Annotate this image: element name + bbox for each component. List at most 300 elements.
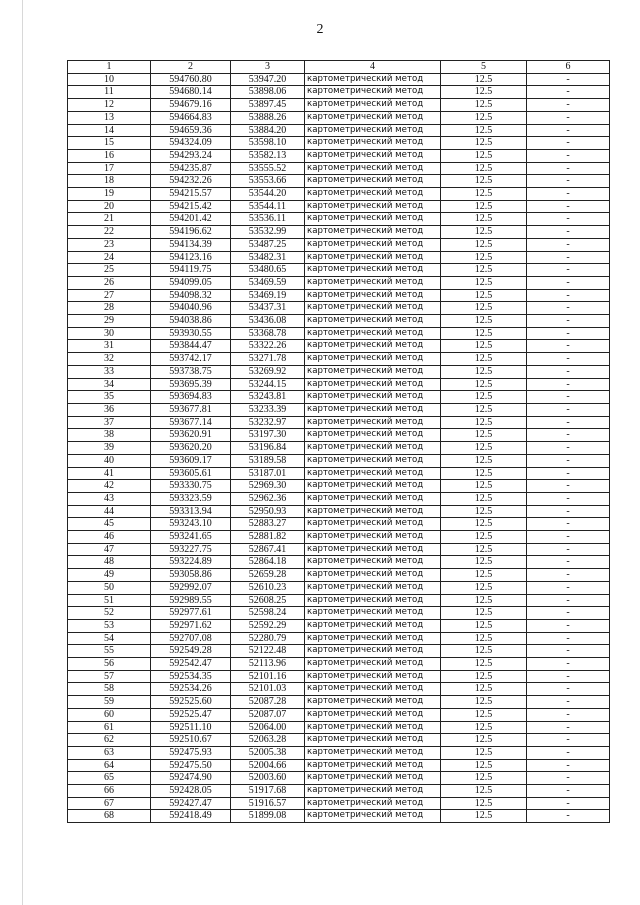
note-cell: - xyxy=(527,238,610,251)
method-cell: картометрический метод xyxy=(305,746,441,759)
note-cell: - xyxy=(527,619,610,632)
x-coordinate-cell: 592707.08 xyxy=(151,632,231,645)
y-coordinate-cell: 52592.29 xyxy=(231,619,305,632)
note-cell: - xyxy=(527,251,610,264)
table-row xyxy=(68,124,610,137)
accuracy-cell: 12.5 xyxy=(441,302,527,315)
accuracy-cell: 12.5 xyxy=(441,607,527,620)
y-coordinate-cell: 53469.19 xyxy=(231,289,305,302)
y-coordinate-cell: 53544.11 xyxy=(231,200,305,213)
method-cell: картометрический метод xyxy=(305,429,441,442)
x-coordinate-cell: 592525.60 xyxy=(151,696,231,709)
table-header-row xyxy=(68,61,610,74)
table-row xyxy=(68,797,610,810)
accuracy-cell: 12.5 xyxy=(441,543,527,556)
header-col-2: 2 xyxy=(151,61,231,74)
note-cell: - xyxy=(527,505,610,518)
method-cell: картометрический метод xyxy=(305,315,441,328)
table-row xyxy=(68,467,610,480)
accuracy-cell: 12.5 xyxy=(441,365,527,378)
accuracy-cell: 12.5 xyxy=(441,264,527,277)
point-number-cell: 53 xyxy=(68,619,151,632)
note-cell: - xyxy=(527,480,610,493)
method-cell: картометрический метод xyxy=(305,454,441,467)
table-row xyxy=(68,264,610,277)
note-cell: - xyxy=(527,607,610,620)
table-row xyxy=(68,518,610,531)
accuracy-cell: 12.5 xyxy=(441,759,527,772)
note-cell: - xyxy=(527,226,610,239)
table-row xyxy=(68,492,610,505)
x-coordinate-cell: 593695.39 xyxy=(151,378,231,391)
accuracy-cell: 12.5 xyxy=(441,340,527,353)
note-cell: - xyxy=(527,518,610,531)
note-cell: - xyxy=(527,365,610,378)
note-cell: - xyxy=(527,327,610,340)
accuracy-cell: 12.5 xyxy=(441,251,527,264)
point-number-cell: 42 xyxy=(68,480,151,493)
note-cell: - xyxy=(527,162,610,175)
accuracy-cell: 12.5 xyxy=(441,683,527,696)
y-coordinate-cell: 52087.28 xyxy=(231,696,305,709)
accuracy-cell: 12.5 xyxy=(441,276,527,289)
y-coordinate-cell: 52064.00 xyxy=(231,721,305,734)
point-number-cell: 14 xyxy=(68,124,151,137)
accuracy-cell: 12.5 xyxy=(441,810,527,823)
method-cell: картометрический метод xyxy=(305,124,441,137)
note-cell: - xyxy=(527,175,610,188)
note-cell: - xyxy=(527,810,610,823)
accuracy-cell: 12.5 xyxy=(441,556,527,569)
note-cell: - xyxy=(527,99,610,112)
note-cell: - xyxy=(527,708,610,721)
accuracy-cell: 12.5 xyxy=(441,289,527,302)
note-cell: - xyxy=(527,569,610,582)
x-coordinate-cell: 594098.32 xyxy=(151,289,231,302)
method-cell: картометрический метод xyxy=(305,556,441,569)
accuracy-cell: 12.5 xyxy=(441,327,527,340)
accuracy-cell: 12.5 xyxy=(441,162,527,175)
x-coordinate-cell: 594664.83 xyxy=(151,111,231,124)
method-cell: картометрический метод xyxy=(305,658,441,671)
x-coordinate-cell: 592989.55 xyxy=(151,594,231,607)
y-coordinate-cell: 53482.31 xyxy=(231,251,305,264)
y-coordinate-cell: 52881.82 xyxy=(231,531,305,544)
method-cell: картометрический метод xyxy=(305,708,441,721)
point-number-cell: 64 xyxy=(68,759,151,772)
table-row xyxy=(68,442,610,455)
x-coordinate-cell: 594040.96 xyxy=(151,302,231,315)
point-number-cell: 58 xyxy=(68,683,151,696)
note-cell: - xyxy=(527,454,610,467)
table-row xyxy=(68,759,610,772)
point-number-cell: 48 xyxy=(68,556,151,569)
accuracy-cell: 12.5 xyxy=(441,721,527,734)
method-cell: картометрический метод xyxy=(305,619,441,632)
table-row xyxy=(68,276,610,289)
note-cell: - xyxy=(527,581,610,594)
table-row xyxy=(68,581,610,594)
x-coordinate-cell: 593243.10 xyxy=(151,518,231,531)
note-cell: - xyxy=(527,200,610,213)
y-coordinate-cell: 53532.99 xyxy=(231,226,305,239)
y-coordinate-cell: 53897.45 xyxy=(231,99,305,112)
point-number-cell: 35 xyxy=(68,391,151,404)
method-cell: картометрический метод xyxy=(305,149,441,162)
accuracy-cell: 12.5 xyxy=(441,505,527,518)
table-row xyxy=(68,480,610,493)
table-row xyxy=(68,391,610,404)
table-row xyxy=(68,302,610,315)
accuracy-cell: 12.5 xyxy=(441,175,527,188)
x-coordinate-cell: 594232.26 xyxy=(151,175,231,188)
accuracy-cell: 12.5 xyxy=(441,670,527,683)
x-coordinate-cell: 594196.62 xyxy=(151,226,231,239)
table-row xyxy=(68,327,610,340)
method-cell: картометрический метод xyxy=(305,480,441,493)
note-cell: - xyxy=(527,734,610,747)
method-cell: картометрический метод xyxy=(305,378,441,391)
point-number-cell: 61 xyxy=(68,721,151,734)
x-coordinate-cell: 594123.16 xyxy=(151,251,231,264)
method-cell: картометрический метод xyxy=(305,785,441,798)
method-cell: картометрический метод xyxy=(305,734,441,747)
method-cell: картометрический метод xyxy=(305,213,441,226)
table-row xyxy=(68,188,610,201)
y-coordinate-cell: 53269.92 xyxy=(231,365,305,378)
table-row xyxy=(68,403,610,416)
point-number-cell: 66 xyxy=(68,785,151,798)
method-cell: картометрический метод xyxy=(305,403,441,416)
x-coordinate-cell: 594201.42 xyxy=(151,213,231,226)
point-number-cell: 22 xyxy=(68,226,151,239)
note-cell: - xyxy=(527,429,610,442)
method-cell: картометрический метод xyxy=(305,302,441,315)
accuracy-cell: 12.5 xyxy=(441,442,527,455)
accuracy-cell: 12.5 xyxy=(441,734,527,747)
accuracy-cell: 12.5 xyxy=(441,226,527,239)
accuracy-cell: 12.5 xyxy=(441,73,527,86)
note-cell: - xyxy=(527,492,610,505)
x-coordinate-cell: 592510.67 xyxy=(151,734,231,747)
y-coordinate-cell: 52003.60 xyxy=(231,772,305,785)
table-row xyxy=(68,149,610,162)
y-coordinate-cell: 53555.52 xyxy=(231,162,305,175)
x-coordinate-cell: 592511.10 xyxy=(151,721,231,734)
x-coordinate-cell: 593058.86 xyxy=(151,569,231,582)
x-coordinate-cell: 593609.17 xyxy=(151,454,231,467)
x-coordinate-cell: 593677.14 xyxy=(151,416,231,429)
point-number-cell: 49 xyxy=(68,569,151,582)
note-cell: - xyxy=(527,658,610,671)
accuracy-cell: 12.5 xyxy=(441,708,527,721)
page-number: 2 xyxy=(316,22,324,37)
note-cell: - xyxy=(527,137,610,150)
accuracy-cell: 12.5 xyxy=(441,378,527,391)
accuracy-cell: 12.5 xyxy=(441,99,527,112)
point-number-cell: 55 xyxy=(68,645,151,658)
x-coordinate-cell: 594215.42 xyxy=(151,200,231,213)
method-cell: картометрический метод xyxy=(305,797,441,810)
table-row xyxy=(68,543,610,556)
note-cell: - xyxy=(527,264,610,277)
note-cell: - xyxy=(527,188,610,201)
x-coordinate-cell: 592971.62 xyxy=(151,619,231,632)
y-coordinate-cell: 51916.57 xyxy=(231,797,305,810)
method-cell: картометрический метод xyxy=(305,645,441,658)
point-number-cell: 23 xyxy=(68,238,151,251)
table-row xyxy=(68,670,610,683)
y-coordinate-cell: 53322.26 xyxy=(231,340,305,353)
y-coordinate-cell: 52063.28 xyxy=(231,734,305,747)
x-coordinate-cell: 593930.55 xyxy=(151,327,231,340)
table-row xyxy=(68,785,610,798)
method-cell: картометрический метод xyxy=(305,73,441,86)
y-coordinate-cell: 52087.07 xyxy=(231,708,305,721)
table-row xyxy=(68,772,610,785)
x-coordinate-cell: 594099.05 xyxy=(151,276,231,289)
y-coordinate-cell: 53197.30 xyxy=(231,429,305,442)
table-row xyxy=(68,73,610,86)
point-number-cell: 24 xyxy=(68,251,151,264)
y-coordinate-cell: 53187.01 xyxy=(231,467,305,480)
note-cell: - xyxy=(527,746,610,759)
x-coordinate-cell: 593323.59 xyxy=(151,492,231,505)
point-number-cell: 43 xyxy=(68,492,151,505)
note-cell: - xyxy=(527,645,610,658)
method-cell: картометрический метод xyxy=(305,188,441,201)
point-number-cell: 56 xyxy=(68,658,151,671)
method-cell: картометрический метод xyxy=(305,353,441,366)
point-number-cell: 20 xyxy=(68,200,151,213)
method-cell: картометрический метод xyxy=(305,200,441,213)
method-cell: картометрический метод xyxy=(305,492,441,505)
table-row xyxy=(68,569,610,582)
table-row xyxy=(68,683,610,696)
point-number-cell: 18 xyxy=(68,175,151,188)
point-number-cell: 21 xyxy=(68,213,151,226)
method-cell: картометрический метод xyxy=(305,759,441,772)
table-row xyxy=(68,708,610,721)
point-number-cell: 63 xyxy=(68,746,151,759)
coordinates-table xyxy=(67,60,610,823)
point-number-cell: 26 xyxy=(68,276,151,289)
x-coordinate-cell: 594215.57 xyxy=(151,188,231,201)
header-col-1: 1 xyxy=(68,61,151,74)
x-coordinate-cell: 592428.05 xyxy=(151,785,231,798)
point-number-cell: 31 xyxy=(68,340,151,353)
accuracy-cell: 12.5 xyxy=(441,403,527,416)
point-number-cell: 65 xyxy=(68,772,151,785)
point-number-cell: 44 xyxy=(68,505,151,518)
method-cell: картометрический метод xyxy=(305,518,441,531)
y-coordinate-cell: 53244.15 xyxy=(231,378,305,391)
method-cell: картометрический метод xyxy=(305,162,441,175)
method-cell: картометрический метод xyxy=(305,531,441,544)
table-row xyxy=(68,175,610,188)
note-cell: - xyxy=(527,683,610,696)
header-col-3: 3 xyxy=(231,61,305,74)
y-coordinate-cell: 52004.66 xyxy=(231,759,305,772)
y-coordinate-cell: 53536.11 xyxy=(231,213,305,226)
method-cell: картометрический метод xyxy=(305,683,441,696)
x-coordinate-cell: 593844.47 xyxy=(151,340,231,353)
accuracy-cell: 12.5 xyxy=(441,581,527,594)
table-row xyxy=(68,416,610,429)
method-cell: картометрический метод xyxy=(305,467,441,480)
point-number-cell: 51 xyxy=(68,594,151,607)
method-cell: картометрический метод xyxy=(305,442,441,455)
point-number-cell: 12 xyxy=(68,99,151,112)
accuracy-cell: 12.5 xyxy=(441,238,527,251)
accuracy-cell: 12.5 xyxy=(441,188,527,201)
table-row xyxy=(68,213,610,226)
accuracy-cell: 12.5 xyxy=(441,492,527,505)
x-coordinate-cell: 592534.26 xyxy=(151,683,231,696)
accuracy-cell: 12.5 xyxy=(441,137,527,150)
x-coordinate-cell: 592542.47 xyxy=(151,658,231,671)
note-cell: - xyxy=(527,86,610,99)
method-cell: картометрический метод xyxy=(305,721,441,734)
method-cell: картометрический метод xyxy=(305,264,441,277)
method-cell: картометрический метод xyxy=(305,111,441,124)
table-row xyxy=(68,721,610,734)
point-number-cell: 15 xyxy=(68,137,151,150)
point-number-cell: 47 xyxy=(68,543,151,556)
point-number-cell: 25 xyxy=(68,264,151,277)
point-number-cell: 45 xyxy=(68,518,151,531)
accuracy-cell: 12.5 xyxy=(441,632,527,645)
note-cell: - xyxy=(527,416,610,429)
y-coordinate-cell: 53271.78 xyxy=(231,353,305,366)
x-coordinate-cell: 593313.94 xyxy=(151,505,231,518)
table-row xyxy=(68,86,610,99)
accuracy-cell: 12.5 xyxy=(441,124,527,137)
point-number-cell: 39 xyxy=(68,442,151,455)
point-number-cell: 60 xyxy=(68,708,151,721)
method-cell: картометрический метод xyxy=(305,251,441,264)
y-coordinate-cell: 52867.41 xyxy=(231,543,305,556)
accuracy-cell: 12.5 xyxy=(441,518,527,531)
note-cell: - xyxy=(527,378,610,391)
accuracy-cell: 12.5 xyxy=(441,480,527,493)
y-coordinate-cell: 52113.96 xyxy=(231,658,305,671)
table-row xyxy=(68,162,610,175)
point-number-cell: 32 xyxy=(68,353,151,366)
accuracy-cell: 12.5 xyxy=(441,785,527,798)
note-cell: - xyxy=(527,403,610,416)
x-coordinate-cell: 594038.86 xyxy=(151,315,231,328)
note-cell: - xyxy=(527,696,610,709)
x-coordinate-cell: 592475.93 xyxy=(151,746,231,759)
note-cell: - xyxy=(527,772,610,785)
note-cell: - xyxy=(527,149,610,162)
table-row xyxy=(68,645,610,658)
accuracy-cell: 12.5 xyxy=(441,594,527,607)
table-row xyxy=(68,200,610,213)
note-cell: - xyxy=(527,670,610,683)
x-coordinate-cell: 592475.50 xyxy=(151,759,231,772)
table-row xyxy=(68,505,610,518)
method-cell: картометрический метод xyxy=(305,327,441,340)
accuracy-cell: 12.5 xyxy=(441,416,527,429)
point-number-cell: 59 xyxy=(68,696,151,709)
y-coordinate-cell: 53480.65 xyxy=(231,264,305,277)
y-coordinate-cell: 53196.84 xyxy=(231,442,305,455)
table-row xyxy=(68,99,610,112)
note-cell: - xyxy=(527,315,610,328)
x-coordinate-cell: 593694.83 xyxy=(151,391,231,404)
accuracy-cell: 12.5 xyxy=(441,213,527,226)
note-cell: - xyxy=(527,353,610,366)
table-row xyxy=(68,531,610,544)
point-number-cell: 17 xyxy=(68,162,151,175)
note-cell: - xyxy=(527,302,610,315)
x-coordinate-cell: 594134.39 xyxy=(151,238,231,251)
y-coordinate-cell: 52122.48 xyxy=(231,645,305,658)
point-number-cell: 36 xyxy=(68,403,151,416)
note-cell: - xyxy=(527,467,610,480)
y-coordinate-cell: 52962.36 xyxy=(231,492,305,505)
method-cell: картометрический метод xyxy=(305,696,441,709)
x-coordinate-cell: 593224.89 xyxy=(151,556,231,569)
point-number-cell: 67 xyxy=(68,797,151,810)
note-cell: - xyxy=(527,289,610,302)
x-coordinate-cell: 592992.07 xyxy=(151,581,231,594)
y-coordinate-cell: 53436.08 xyxy=(231,315,305,328)
note-cell: - xyxy=(527,797,610,810)
note-cell: - xyxy=(527,543,610,556)
accuracy-cell: 12.5 xyxy=(441,746,527,759)
point-number-cell: 40 xyxy=(68,454,151,467)
accuracy-cell: 12.5 xyxy=(441,467,527,480)
x-coordinate-cell: 594119.75 xyxy=(151,264,231,277)
method-cell: картометрический метод xyxy=(305,238,441,251)
method-cell: картометрический метод xyxy=(305,594,441,607)
point-number-cell: 50 xyxy=(68,581,151,594)
note-cell: - xyxy=(527,340,610,353)
point-number-cell: 29 xyxy=(68,315,151,328)
accuracy-cell: 12.5 xyxy=(441,315,527,328)
point-number-cell: 57 xyxy=(68,670,151,683)
x-coordinate-cell: 592534.35 xyxy=(151,670,231,683)
table-row xyxy=(68,365,610,378)
note-cell: - xyxy=(527,531,610,544)
point-number-cell: 41 xyxy=(68,467,151,480)
x-coordinate-cell: 594324.09 xyxy=(151,137,231,150)
point-number-cell: 27 xyxy=(68,289,151,302)
note-cell: - xyxy=(527,632,610,645)
y-coordinate-cell: 51899.08 xyxy=(231,810,305,823)
y-coordinate-cell: 52280.79 xyxy=(231,632,305,645)
x-coordinate-cell: 592525.47 xyxy=(151,708,231,721)
note-cell: - xyxy=(527,442,610,455)
table-row xyxy=(68,734,610,747)
point-number-cell: 54 xyxy=(68,632,151,645)
table-row xyxy=(68,429,610,442)
y-coordinate-cell: 52101.16 xyxy=(231,670,305,683)
y-coordinate-cell: 52864.18 xyxy=(231,556,305,569)
table-row xyxy=(68,696,610,709)
accuracy-cell: 12.5 xyxy=(441,797,527,810)
method-cell: картометрический метод xyxy=(305,416,441,429)
table-row xyxy=(68,289,610,302)
table-row xyxy=(68,619,610,632)
x-coordinate-cell: 593605.61 xyxy=(151,467,231,480)
table-row xyxy=(68,556,610,569)
method-cell: картометрический метод xyxy=(305,365,441,378)
note-cell: - xyxy=(527,556,610,569)
